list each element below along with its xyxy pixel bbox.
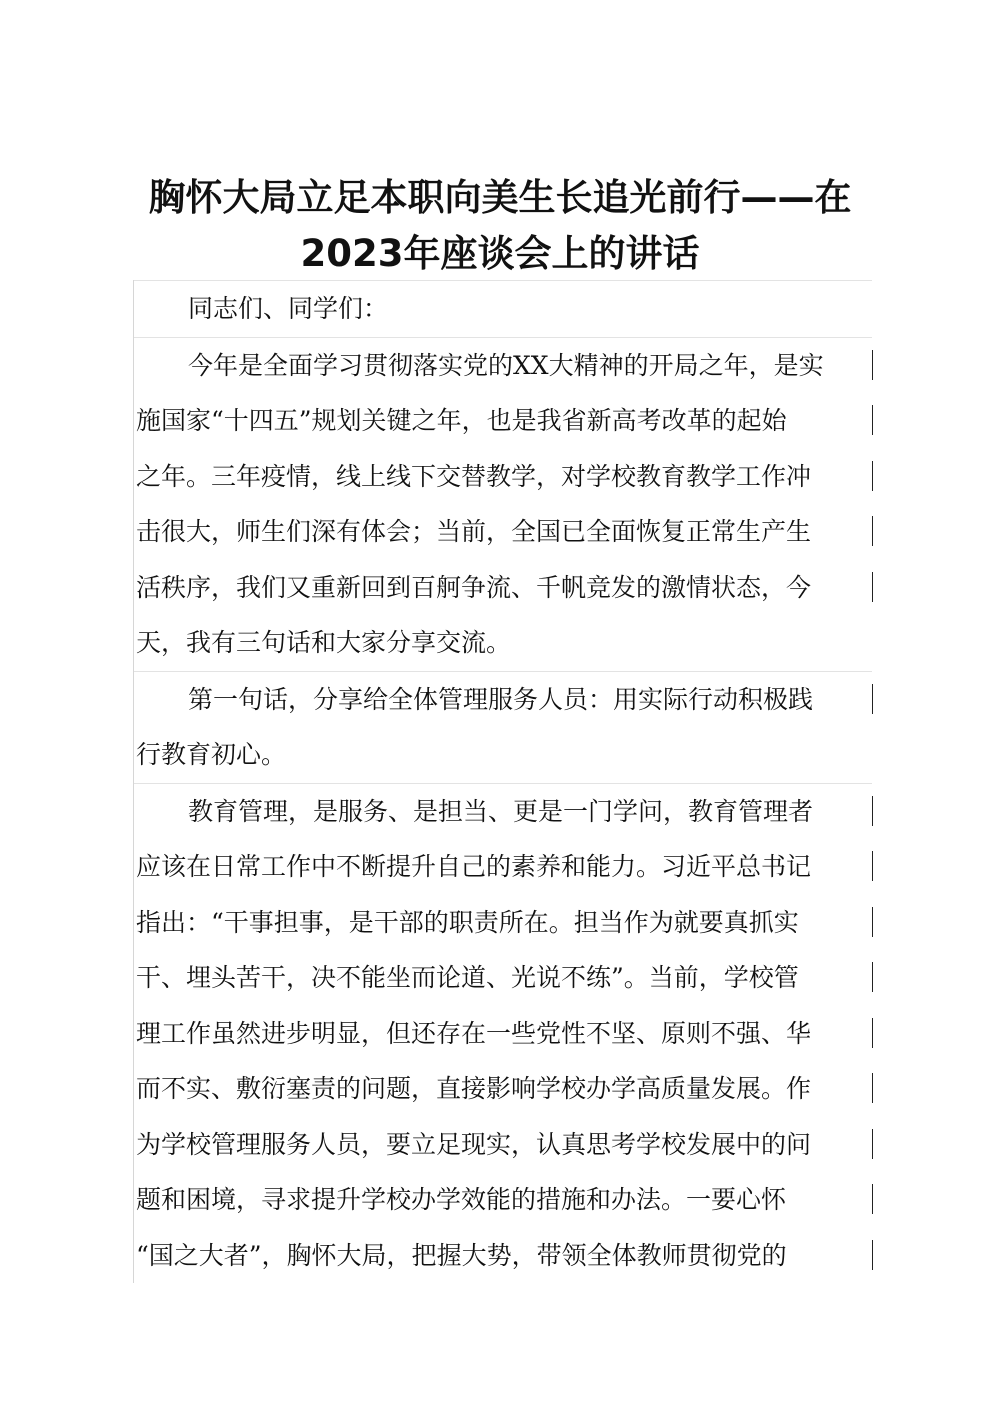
paragraph-line: 指出：“干事担事，是干部的职责所在。担当作为就要真抓实 [134, 895, 872, 951]
paragraph-line: 今年是全面学习贯彻落实党的XX大精神的开局之年，是实 [134, 338, 872, 394]
paragraph-line: 击很大，师生们深有体会；当前，全国已全面恢复正常生产生 [134, 504, 872, 560]
paragraph-line: 题和困境，寻求提升学校办学效能的措施和办法。一要心怀 [134, 1172, 872, 1228]
paragraph-line: 之年。三年疫情，线上线下交替教学，对学校教育教学工作冲 [134, 449, 872, 505]
paragraph-line: 天，我有三句话和大家分享交流。 [136, 628, 512, 657]
paragraph-first-point [134, 671, 872, 783]
paragraph-line: 第一句话，分享给全体管理服务人员：用实际行动积极践 [134, 672, 872, 728]
paragraph-line: 教育管理，是服务、是担当、更是一门学问，教育管理者 [134, 784, 872, 840]
paragraph-line: 应该在日常工作中不断提升自己的素养和能力。习近平总书记 [134, 839, 872, 895]
paragraph-line: 施国家“十四五”规划关键之年，也是我省新高考改革的起始 [134, 393, 872, 449]
paragraph-opening [134, 337, 872, 671]
paragraph-management [134, 783, 872, 1284]
document-title [130, 170, 870, 282]
paragraph-line: 而不实、敷衍塞责的问题，直接影响学校办学高质量发展。作 [134, 1061, 872, 1117]
paragraph-greeting [134, 280, 872, 337]
paragraph-line: 活秩序，我们又重新回到百舸争流、千帆竞发的激情状态，今 [134, 560, 872, 616]
paragraph-line: 干、埋头苦干，决不能坐而论道、光说不练”。当前，学校管 [134, 950, 872, 1006]
title-line-1: 胸怀大局立足本职向美生长追光前行——在 [148, 176, 852, 219]
paragraph-line: 为学校管理服务人员，要立足现实，认真思考学校发展中的问 [134, 1117, 872, 1173]
document-body [133, 280, 872, 1283]
paragraph-line: 同志们、同学们： [188, 294, 389, 323]
paragraph-line: 理工作虽然进步明显，但还存在一些党性不坚、原则不强、华 [134, 1006, 872, 1062]
paragraph-line: “国之大者”，胸怀大局，把握大势，带领全体教师贯彻党的 [134, 1228, 872, 1284]
title-line-2: 2023年座谈会上的讲话 [300, 232, 700, 275]
paragraph-line: 行教育初心。 [136, 740, 287, 769]
